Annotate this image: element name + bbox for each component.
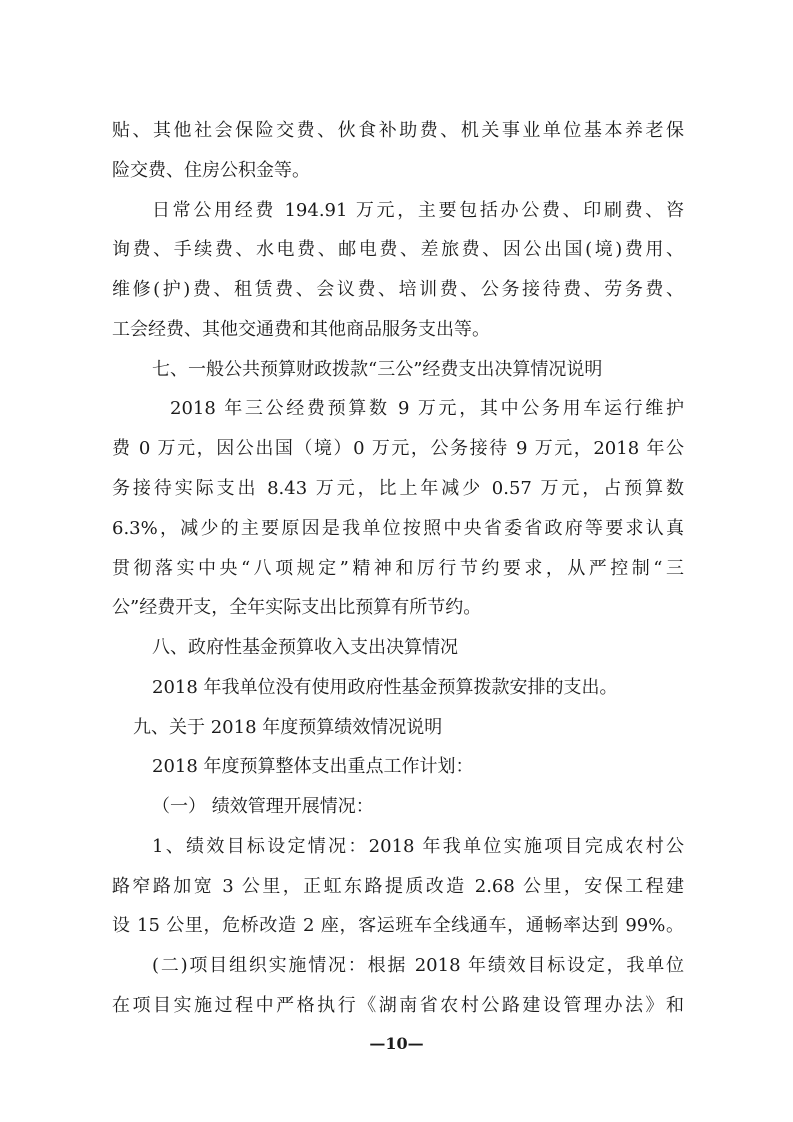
- page-number: —10—: [369, 1034, 424, 1053]
- body-text-line: 务接待实际支出 8.43 万元，比上年减少 0.57 万元，占预算数: [112, 478, 684, 499]
- section-heading: 七、一般公共预算财政拨款“三公”经费支出决算情况说明: [152, 359, 603, 380]
- body-text-line: 6.3%，减少的主要原因是我单位按照中央省委省政府等要求认真: [112, 518, 684, 539]
- section-heading: 八、政府性基金预算收入支出决算情况: [152, 637, 458, 658]
- body-text-line: 1、绩效目标设定情况：2018 年我单位实施项目完成农村公: [152, 836, 684, 857]
- body-text-line: 询费、手续费、水电费、邮电费、差旅费、因公出国(境)费用、: [112, 239, 684, 260]
- body-text-line: 维修(护)费、租赁费、会议费、培训费、公务接待费、劳务费、: [112, 279, 684, 300]
- body-text-line: 贴、其他社会保险交费、伙食补助费、机关事业单位基本养老保: [112, 120, 684, 141]
- body-text-line: 险交费、住房公积金等。: [112, 160, 310, 181]
- body-text-line: 费 0 万元，因公出国（境）0 万元，公务接待 9 万元，2018 年公: [112, 438, 684, 459]
- body-text-line: 2018 年三公经费预算数 9 万元，其中公务用车运行维护: [170, 398, 684, 419]
- body-text-line: 路窄路加宽 3 公里，正虹东路提质改造 2.68 公里，安保工程建: [112, 876, 684, 897]
- body-text-line: 工会经费、其他交通费和其他商品服务支出等。: [112, 319, 490, 340]
- subsection-heading: （一） 绩效管理开展情况：: [152, 796, 374, 817]
- body-text-line: 日常公用经费 194.91 万元，主要包括办公费、印刷费、咨: [152, 200, 684, 221]
- section-heading: 九、关于 2018 年度预算绩效情况说明: [133, 717, 443, 738]
- body-text-line: 设 15 公里，危桥改造 2 座，客运班车全线通车，通畅率达到 99%。: [112, 915, 684, 936]
- body-text-line: 2018 年度预算整体支出重点工作计划：: [152, 756, 474, 777]
- body-text-line: 公”经费开支，全年实际支出比预算有所节约。: [112, 597, 482, 618]
- body-text-line: 在项目实施过程中严格执行《湖南省农村公路建设管理办法》和: [112, 995, 684, 1016]
- body-text-line: 2018 年我单位没有使用政府性基金预算拨款安排的支出。: [152, 677, 618, 698]
- body-text-line: 贯彻落实中央“八项规定”精神和厉行节约要求，从严控制“三: [112, 558, 684, 579]
- body-text-line: (二)项目组织实施情况：根据 2018 年绩效目标设定，我单位: [152, 955, 684, 976]
